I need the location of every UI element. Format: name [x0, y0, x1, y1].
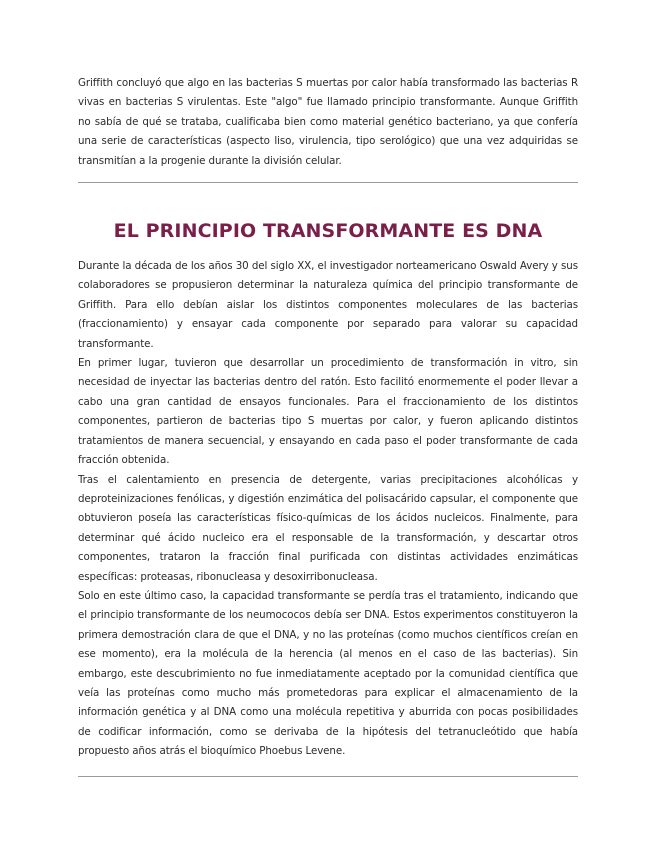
body-paragraph-2: En primer lugar, tuvieron que desarrollar un procedimiento de transformación in vitro, sin necesidad de inyectar las bacterias dentro del ratón. Esto facilitó enormemente el poder llevar a cabo una gran cantidad de ensayos funcionales. Para el fraccionamiento de los distintos componentes, partieron de bacterias tipo S muertas por calor, y fueron aplicando distintos tratamientos de manera secuencial, y ensayando en cada paso el poder transformante de cada fracción obtenida.	[78, 357, 578, 467]
body-paragraph-3: Tras el calentamiento en presencia de detergente, varias precipitaciones alcohólicas y deproteinizaciones fenólicas, y digestión enzimática del polisacárido capsular, el componente que obtuvieron poseía las características físico-químicas de los ácidos nucleicos. Finalmente, para determinar qué ácido nucleico era el responsable de la transformación, y descartar otros componentes, trataron la fracción final purificada con distintas actividades enzimáticas específicas: proteasas, ribonucleasa y desoxirribonucleasa.	[78, 473, 578, 583]
intro-paragraph: Griffith concluyó que algo en las bacterias S muertas por calor había transformado las bacterias R vivas en bacterias S virulentas. Este "algo" fue llamado principio transformante. Aunque Griffith no sabía de qué se trataba, cualificaba bien como material genético bacteriano, ya que confería una serie de características (aspecto liso, virulencia, tipo serológico) que una vez adquiridas se transmitían a la progenie durante la división celular.	[78, 77, 578, 167]
document-page	[78, 74, 578, 777]
divider-top	[78, 182, 578, 183]
divider-bottom	[78, 776, 578, 777]
section-heading: EL PRINCIPIO TRANSFORMANTE ES DNA	[113, 220, 543, 243]
body-paragraph-4: Solo en este último caso, la capacidad transformante se perdía tras el tratamiento, indicando que el principio transformante de los neumococos debía ser DNA. Estos experimentos constituyeron la primera demostración clara de que el DNA, y no las proteínas (como muchos científicos creían en ese momento), era la molécula de la herencia (al menos en el caso de las bacterias). Sin embargo, este descubrimiento no fue inmediatamente aceptado por la comunidad científica que veía las proteínas como mucho más prometedoras para explicar el almacenamiento de la información genética y al DNA como una molécula repetitiva y aburrida con pocas posibilidades de codificar información, como se derivaba de la hipótesis del tetranucleótido que había propuesto años atrás el bioquímico Phoebus Levene.	[78, 589, 578, 758]
body-paragraph-1: Durante la década de los años 30 del siglo XX, el investigador norteamericano Oswald Avery y sus colaboradores se propusieron determinar la naturaleza química del principio transformante de Griffith. Para ello debían aislar los distintos componentes moleculares de las bacterias (fraccionamiento) y ensayar cada componente por separado para valorar su capacidad transformante.	[78, 260, 578, 350]
